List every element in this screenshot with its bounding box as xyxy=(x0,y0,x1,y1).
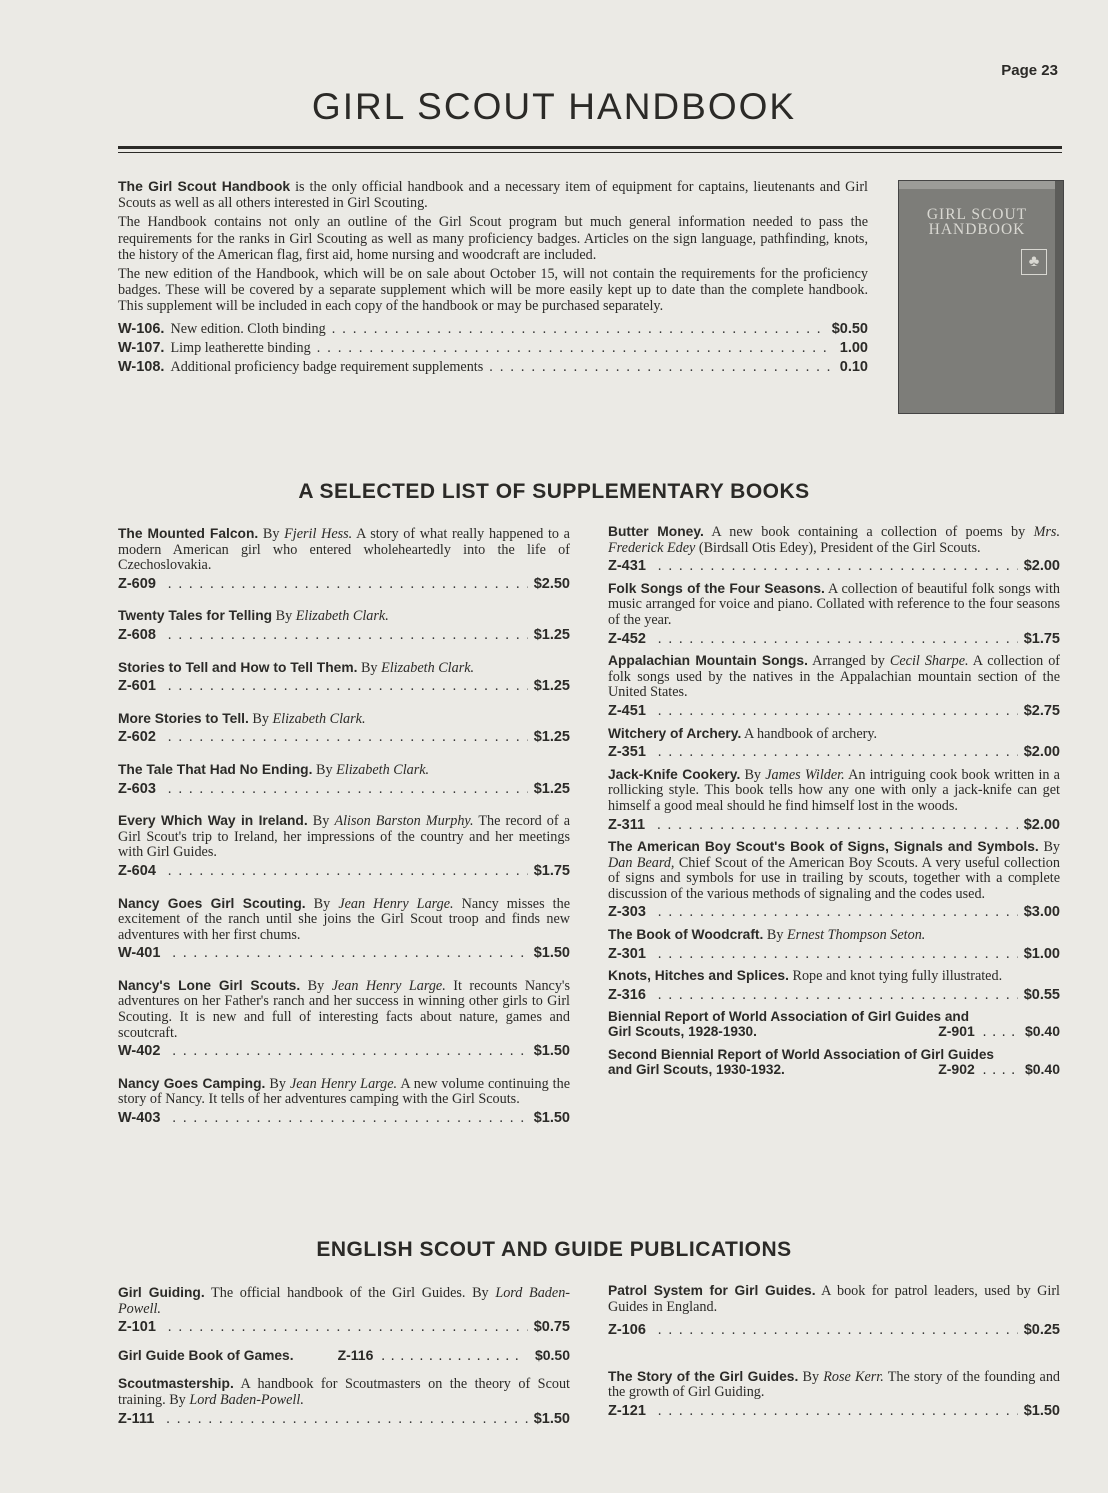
list-item: Patrol System for Girl Guides. A book for patrol leaders, used by Girl Guides in England. Z-106 ..... $0.25 xyxy=(608,1283,1060,1339)
list-item: Second Biennial Report of World Association of Girl Guides and Girl Scouts, 1930-1932. Z-902 .... $0.40 xyxy=(608,1047,1060,1079)
supplementary-left-column xyxy=(118,526,570,1137)
title-rule-thin xyxy=(118,152,1062,153)
handbook-paragraph-2: The Handbook contains not only an outline of the Girl Scout program but much general information needed to pass the requirements for the ranks in Girl Scouting as well as many proficiency badges. Articles on the sign language, pathfinding, knots, the history of the American flag, first aid, home nursing and woodcraft are included. xyxy=(118,214,868,263)
page-number: Page 23 xyxy=(1001,62,1058,79)
list-item: Appalachian Mountain Songs. Arranged by Cecil Sharpe. A collection of folk songs used by the natives in the Appalachian mountain section of the United States. Z-451 ..... $2.75 xyxy=(608,653,1060,719)
page-title: GIRL SCOUT HANDBOOK xyxy=(311,86,797,127)
supplementary-right-column xyxy=(608,524,1060,1089)
price-line: W-108. Additional proficiency badge requirement supplements ..... 0.10 xyxy=(118,359,868,375)
list-item: Biennial Report of World Association of Girl Guides and Girl Scouts, 1928-1930. Z-901 .... $0.40 xyxy=(608,1009,1060,1041)
list-item: Knots, Hitches and Splices. Rope and knot tying fully illustrated. Z-316 ..... $0.55 xyxy=(608,968,1060,1003)
list-item: Witchery of Archery. A handbook of archery. Z-351 ..... $2.00 xyxy=(608,726,1060,761)
list-item: Girl Guiding. The official handbook of the Girl Guides. By Lord Baden-Powell. Z-101 ..... $0.75 xyxy=(118,1285,570,1336)
english-heading: ENGLISH SCOUT AND GUIDE PUBLICATIONS xyxy=(316,1238,792,1261)
list-item: Nancy's Lone Girl Scouts. By Jean Henry Large. It recounts Nancy's adventures on her Father's ranch and her success in winning other girls to Girl Scouting. It is new and full of interesting facts about nature, games and scoutcraft. W-402 ..... $1.50 xyxy=(118,978,570,1060)
title-rule xyxy=(118,146,1062,149)
list-item: Jack-Knife Cookery. By James Wilder. An intriguing cook book written in a rollicking style. This book tells how any one with only a jack-knife can get himself a good meal should he find himself lost in the woods. Z-311 ..... $2.00 xyxy=(608,767,1060,833)
price-line: W-107. Limp leatherette binding ..... 1.00 xyxy=(118,340,868,356)
list-item: The Book of Woodcraft. By Ernest Thompson Seton. Z-301 ..... $1.00 xyxy=(608,927,1060,962)
handbook-cover-image xyxy=(898,180,1064,414)
list-item: Folk Songs of the Four Seasons. A collection of beautiful folk songs with music arranged for voice and piano. Collated with reference to the four seasons of the year. Z-452 ..... $1.75 xyxy=(608,581,1060,647)
list-item: The Story of the Girl Guides. By Rose Kerr. The story of the founding and the growth of Girl Guiding. Z-121 ..... $1.50 xyxy=(608,1369,1060,1420)
list-item: Butter Money. A new book containing a collection of poems by Mrs. Frederick Edey (Birdsall Otis Edey), President of the Girl Scouts. Z-431 ..... $2.00 xyxy=(608,524,1060,575)
list-item: Twenty Tales for Telling By Elizabeth Clark. Z-608 ..... $1.25 xyxy=(118,608,570,643)
handbook-paragraph-1: The Girl Scout Handbook is the only official handbook and a necessary item of equipment for captains, lieutenants and Girl Scouts as well as all others interested in Girl Scouting. xyxy=(118,178,868,212)
list-item: The American Boy Scout's Book of Signs, Signals and Symbols. By Dan Beard, Chief Scout of the American Boy Scouts. A very useful collection of signs and symbols for use in trailing by scouts, together with a complete discussion of the various methods of signaling and the codes used. Z-303 ..... $3.00 xyxy=(608,839,1060,921)
list-item: Nancy Goes Girl Scouting. By Jean Henry Large. Nancy misses the excitement of the ranch until she joins the Girl Scout troop and finds new adventures with her first chums. W-401 ..... $1.50 xyxy=(118,896,570,962)
list-item: Scoutmastership. A handbook for Scoutmasters on the theory of Scout training. By Lord Baden-Powell. Z-111 ..... $1.50 xyxy=(118,1376,570,1427)
handbook-paragraph-3: The new edition of the Handbook, which will be on sale about October 15, will not contain the requirements for the proficiency badges. These will be covered by a separate supplement which will be more easily kept up to date than the complete handbook. This supplement will be included in each copy of the handbook or may be purchased separately. xyxy=(118,266,868,315)
trefoil-emblem-icon: ♣ xyxy=(1021,249,1047,275)
list-item: Every Which Way in Ireland. By Alison Barston Murphy. The record of a Girl Scout's trip to Ireland, her impressions of the country and her meetings with Girl Guides. Z-604 ..... $1.75 xyxy=(118,813,570,879)
list-item: Stories to Tell and How to Tell Them. By Elizabeth Clark. Z-601 ..... $1.25 xyxy=(118,660,570,695)
list-item: The Mounted Falcon. By Fjeril Hess. A story of what really happened to a modern American girl who entered wholeheartedly into the life of Czechoslovakia. Z-609 ..... $2.50 xyxy=(118,526,570,592)
price-line: W-106. New edition. Cloth binding ..... $0.50 xyxy=(118,321,868,337)
list-item: Nancy Goes Camping. By Jean Henry Large. A new volume continuing the story of Nancy. It tells of her adventures camping with the Girl Scouts. W-403 ..... $1.50 xyxy=(118,1076,570,1127)
list-item: The Tale That Had No Ending. By Elizabeth Clark. Z-603 ..... $1.25 xyxy=(118,762,570,797)
english-left-column xyxy=(118,1285,570,1437)
list-item: Girl Guide Book of Games. Z-116 ............... $0.50 xyxy=(118,1346,570,1364)
supplementary-heading: A SELECTED LIST OF SUPPLEMENTARY BOOKS xyxy=(298,480,810,503)
cover-title: GIRL SCOUT HANDBOOK xyxy=(926,206,1028,238)
list-item: More Stories to Tell. By Elizabeth Clark. Z-602 ..... $1.25 xyxy=(118,711,570,746)
english-right-column xyxy=(608,1283,1060,1430)
handbook-description xyxy=(118,178,868,375)
